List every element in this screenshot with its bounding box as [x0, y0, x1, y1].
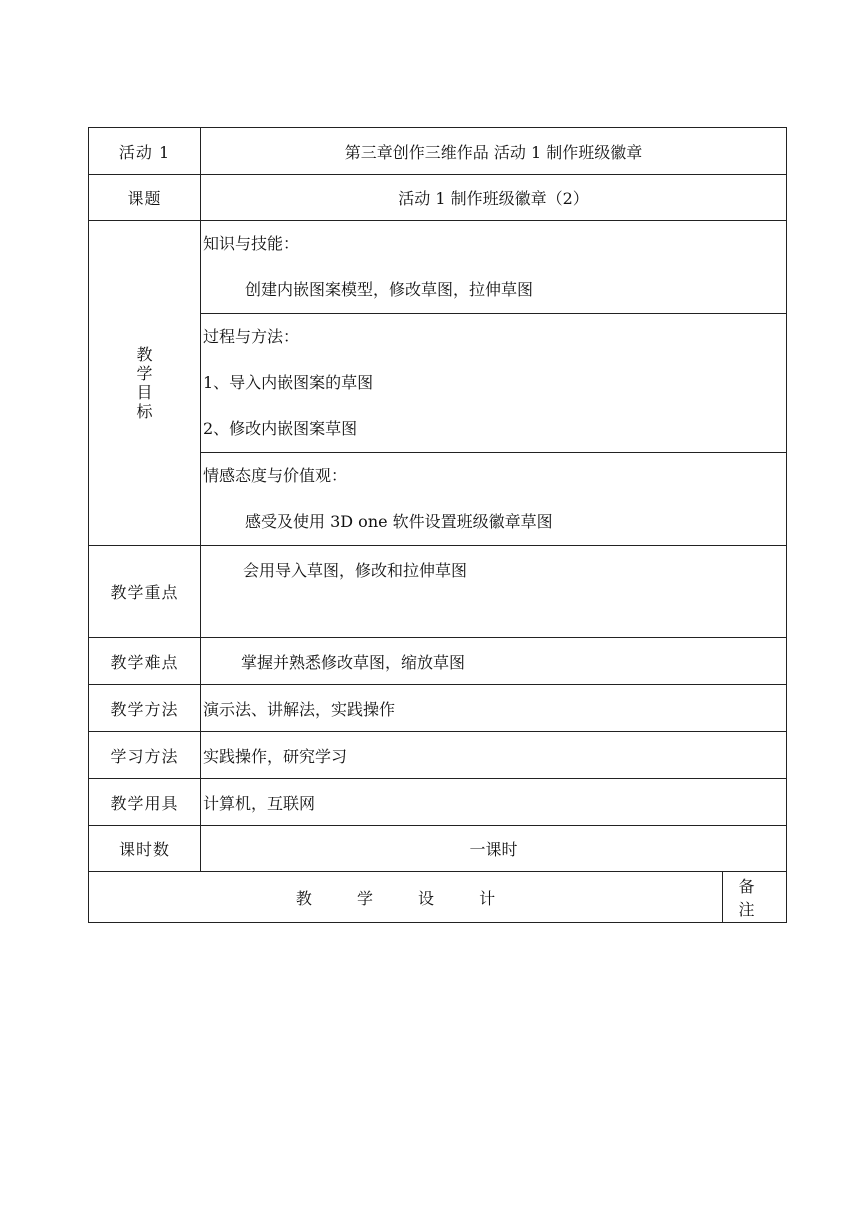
activity-label: 活动 1: [89, 128, 201, 175]
emotion-section: [201, 453, 787, 546]
topic-row: [89, 175, 787, 221]
emotion-content: 感受及使用 3D one 软件设置班级徽章草图: [245, 512, 553, 531]
objectives-label-char: 标: [136, 402, 153, 421]
objectives-label-char: 学: [136, 364, 153, 383]
learning-methods-row: [89, 732, 787, 779]
key-points-value: 会用导入草图，修改和拉伸草图: [201, 546, 787, 638]
process-item-1: 1、导入内嵌图案的草图: [203, 373, 374, 392]
design-header: 教 学 设 计: [89, 872, 723, 923]
objectives-label: [89, 221, 201, 546]
emotion-heading: 情感态度与价值观：: [203, 466, 348, 485]
knowledge-heading: 知识与技能：: [203, 234, 300, 253]
tools-row: [89, 779, 787, 826]
tools-label: 教学用具: [89, 779, 201, 826]
process-section: [201, 314, 787, 453]
topic-value: 活动 1 制作班级徽章（2）: [201, 175, 787, 221]
activity-row: [89, 128, 787, 175]
teaching-methods-row: [89, 685, 787, 732]
hours-value: 一课时: [201, 826, 787, 872]
process-item-2: 2、修改内嵌图案草图: [203, 419, 358, 438]
hours-row: [89, 826, 787, 872]
teaching-methods-label: 教学方法: [89, 685, 201, 732]
hours-label: 课时数: [89, 826, 201, 872]
teaching-methods-value: 演示法、讲解法，实践操作: [201, 685, 787, 732]
topic-label: 课题: [89, 175, 201, 221]
knowledge-content: 创建内嵌图案模型，修改草图，拉伸草图: [245, 280, 534, 299]
learning-methods-value: 实践操作，研究学习: [201, 732, 787, 779]
key-points-label: 教学重点: [89, 546, 201, 638]
knowledge-section: [201, 221, 787, 314]
key-points-row: [89, 546, 787, 638]
difficulties-label: 教学难点: [89, 638, 201, 685]
lesson-plan-table: [88, 127, 787, 923]
objectives-label-char: 目: [136, 383, 153, 402]
objective-knowledge-row: [89, 221, 787, 314]
difficulties-value: 掌握并熟悉修改草图，缩放草图: [201, 638, 787, 685]
design-header-row: [89, 872, 787, 923]
notes-header: 备 注: [723, 872, 787, 923]
objectives-label-char: 教: [136, 345, 153, 364]
learning-methods-label: 学习方法: [89, 732, 201, 779]
tools-value: 计算机，互联网: [201, 779, 787, 826]
process-heading: 过程与方法：: [203, 327, 300, 346]
difficulties-row: [89, 638, 787, 685]
activity-value: 第三章创作三维作品 活动 1 制作班级徽章: [201, 128, 787, 175]
